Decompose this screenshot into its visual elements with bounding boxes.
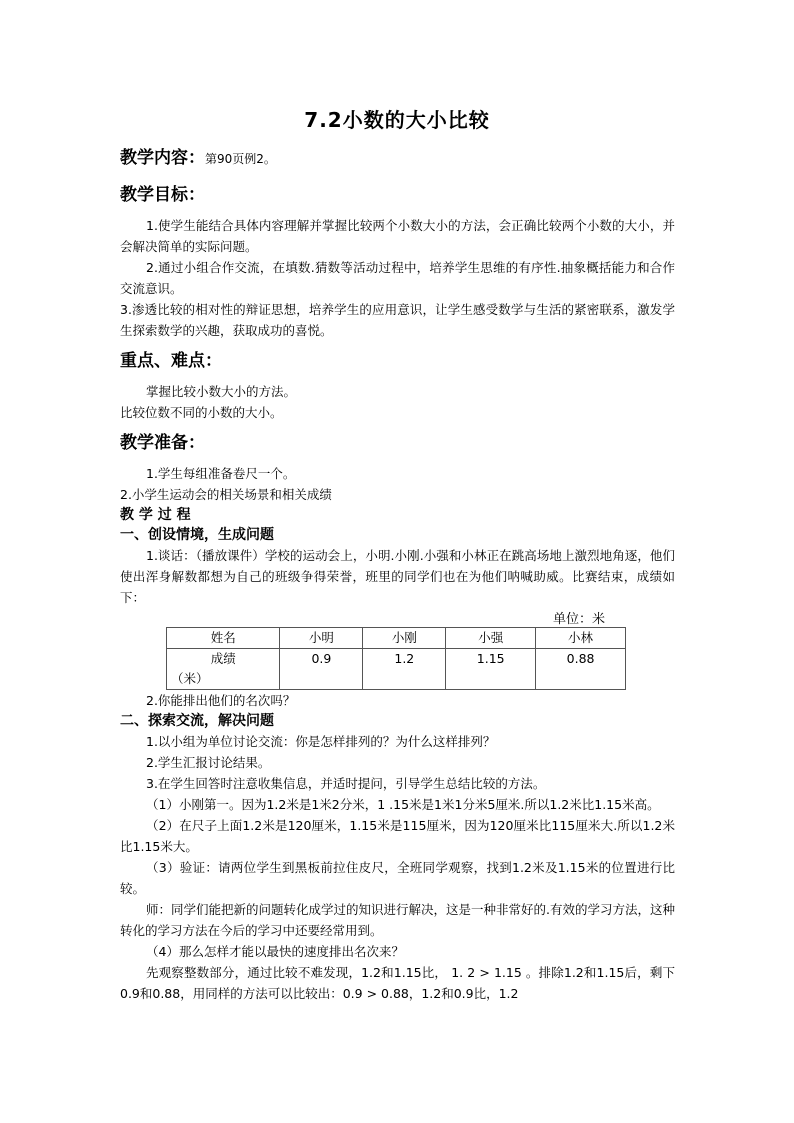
table-header-cell: 小林 xyxy=(536,628,626,649)
process-heading: 教 学 过 程 xyxy=(120,507,191,523)
table-header-cell: 小强 xyxy=(446,628,536,649)
content-heading xyxy=(120,146,675,171)
part1-question: 2.你能排出他们的名次吗？ xyxy=(146,693,296,708)
part2-item-9: 先观察整数部分，通过比较不难发现，1.2和1.15比， 1. 2 > 1.15 。排除1.2和1.15后，剩下0.9和0.88，用同样的方法可以比较出：0.9 > 0.88，1.2和0.9比，1.2 xyxy=(120,965,675,1001)
part2-heading: 二、探索交流，解决问题 xyxy=(120,713,274,729)
table-header-cell: 小明 xyxy=(280,628,363,649)
part2-item-6: （3）验证：请两位学生到黑板前拉住皮尺，全班同学观察，找到1.2米及1.15米的位置进行比较。 xyxy=(120,860,675,896)
part1-heading: 一、创设情境，生成问题 xyxy=(120,527,274,543)
table-cell: 0.88 xyxy=(536,649,626,690)
content-heading-label: 教学内容： xyxy=(120,148,205,168)
part2-item-8: （4）那么怎样才能以最快的速度排出名次来？ xyxy=(146,944,404,959)
part2-item-4: （1）小刚第一。因为1.2米是1米2分米，1 .15米是1米1分米5厘米.所以1.2米比1.15米高。 xyxy=(146,797,660,812)
part1-intro: 1.谈话：（播放课件）学校的运动会上，小明.小刚.小强和小林正在跳高场地上激烈地角逐，他们使出浑身解数都想为自己的班级争得荣誉，班里的同学们也在为他们呐喊助威。比赛结束，成绩如下： xyxy=(120,548,675,605)
part2-item-7: 师：同学们能把新的问题转化成学过的知识进行解决，这是一种非常好的.有效的学习方法，这种转化的学习方法在今后的学习中还要经常用到。 xyxy=(120,902,675,938)
row-label: 成绩 xyxy=(210,651,236,666)
key-point-1: 掌握比较小数大小的方法。 xyxy=(146,384,297,399)
table-cell: 1.2 xyxy=(363,649,446,690)
part2-item-2: 2.学生汇报讨论结果。 xyxy=(146,755,271,770)
preparation-heading: 教学准备： xyxy=(120,433,205,453)
key-point-2: 比较位数不同的小数的大小。 xyxy=(120,405,283,420)
page-title: 7.2小数的大小比较 xyxy=(304,108,490,132)
scores-table xyxy=(166,627,626,690)
preparation-item-2: 2.小学生运动会的相关场景和相关成绩 xyxy=(120,487,332,502)
table-header-cell: 姓名 xyxy=(167,628,280,649)
key-points-heading: 重点、难点： xyxy=(120,351,222,371)
row-unit: （米） xyxy=(171,671,209,686)
goal-item-2: 2.通过小组合作交流，在填数.猜数等活动过程中，培养学生思维的有序性.抽象概括能力和合作交流意识。 xyxy=(120,260,675,296)
unit-label: 单位：米 xyxy=(552,612,605,627)
table-header-cell: 小刚 xyxy=(363,628,446,649)
goal-item-3: 3.渗透比较的相对性的辩证思想，培养学生的应用意识，让学生感受数学与生活的紧密联系，激发学生探索数学的兴趣，获取成功的喜悦。 xyxy=(120,302,675,338)
part2-item-5: （2）在尺子上面1.2米是120厘米，1.15米是115厘米，因为120厘米比115厘米大.所以1.2米比1.15米大。 xyxy=(120,818,675,854)
table-cell: 1.15 xyxy=(446,649,536,690)
part2-item-3: 3.在学生回答时注意收集信息，并适时提问，引导学生总结比较的方法。 xyxy=(146,776,546,791)
goals-heading: 教学目标： xyxy=(120,185,205,205)
part2-item-1: 1.以小组为单位讨论交流：你是怎样排列的？为什么这样排列？ xyxy=(146,734,496,749)
table-header-row xyxy=(167,628,626,649)
table-cell: 0.9 xyxy=(280,649,363,690)
goal-item-1: 1.使学生能结合具体内容理解并掌握比较两个小数大小的方法，会正确比较两个小数的大小，并会解决简单的实际问题。 xyxy=(120,218,675,254)
table-row xyxy=(167,649,626,690)
content-text: 第90页例2。 xyxy=(205,152,276,166)
table-row-label-cell xyxy=(167,649,280,690)
preparation-item-1: 1.学生每组准备卷尺一个。 xyxy=(146,466,296,481)
unit-line xyxy=(120,608,675,627)
document-body xyxy=(120,146,675,1004)
